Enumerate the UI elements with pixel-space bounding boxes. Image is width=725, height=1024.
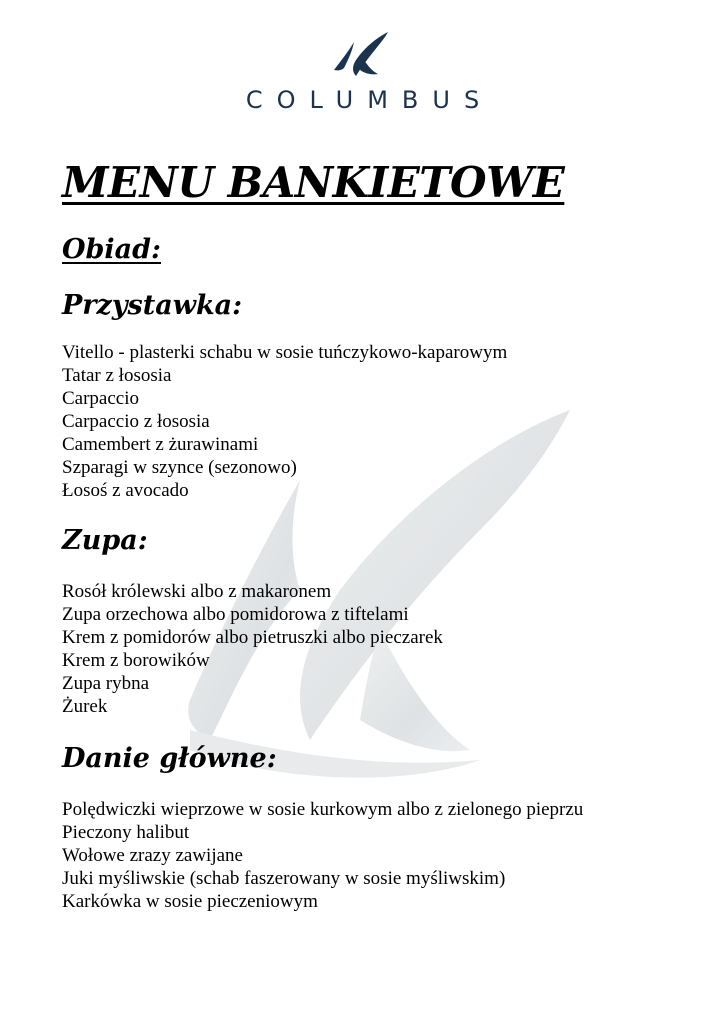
list-item: Łosoś z avocado (62, 480, 189, 501)
list-item: Zupa rybna (62, 673, 150, 694)
list-item: Karkówka w sosie pieczeniowym (62, 891, 318, 912)
brand-name: COLUMBUS (245, 86, 494, 114)
section-heading-przystawka: Przystawka: (62, 290, 243, 321)
section-heading-danie: Danie główne: (62, 743, 277, 774)
list-item: Polędwiczki wieprzowe w sosie kurkowym albo z zielonego pieprzu (62, 799, 584, 820)
list-przystawka (62, 341, 657, 502)
list-item: Rosół królewski albo z makaronem (62, 581, 332, 602)
list-item: Tatar z łososia (62, 365, 172, 386)
list-item: Zupa orzechowa albo pomidorowa z tiftelami (62, 604, 409, 625)
list-danie (62, 798, 657, 913)
meal-heading: Obiad: (62, 234, 161, 265)
sail-icon (328, 30, 398, 80)
brand-logo (0, 30, 725, 114)
list-item: Krem z borowików (62, 650, 210, 671)
list-item: Pieczony halibut (62, 822, 190, 843)
page-title: MENU BANKIETOWE (62, 158, 565, 207)
list-item: Szparagi w szynce (sezonowo) (62, 457, 297, 478)
list-item: Vitello - plasterki schabu w sosie tuńczykowo-kaparowym (62, 342, 508, 363)
list-item: Wołowe zrazy zawijane (62, 845, 243, 866)
list-item: Żurek (62, 696, 108, 717)
section-heading-zupa: Zupa: (62, 525, 148, 556)
menu-content (62, 155, 657, 913)
list-zupa (62, 580, 657, 718)
list-item: Juki myśliwskie (schab faszerowany w sosie myśliwskim) (62, 868, 506, 889)
list-item: Camembert z żurawinami (62, 434, 259, 455)
list-item: Carpaccio z łososia (62, 411, 210, 432)
list-item: Krem z pomidorów albo pietruszki albo pieczarek (62, 627, 443, 648)
list-item: Carpaccio (62, 388, 140, 409)
